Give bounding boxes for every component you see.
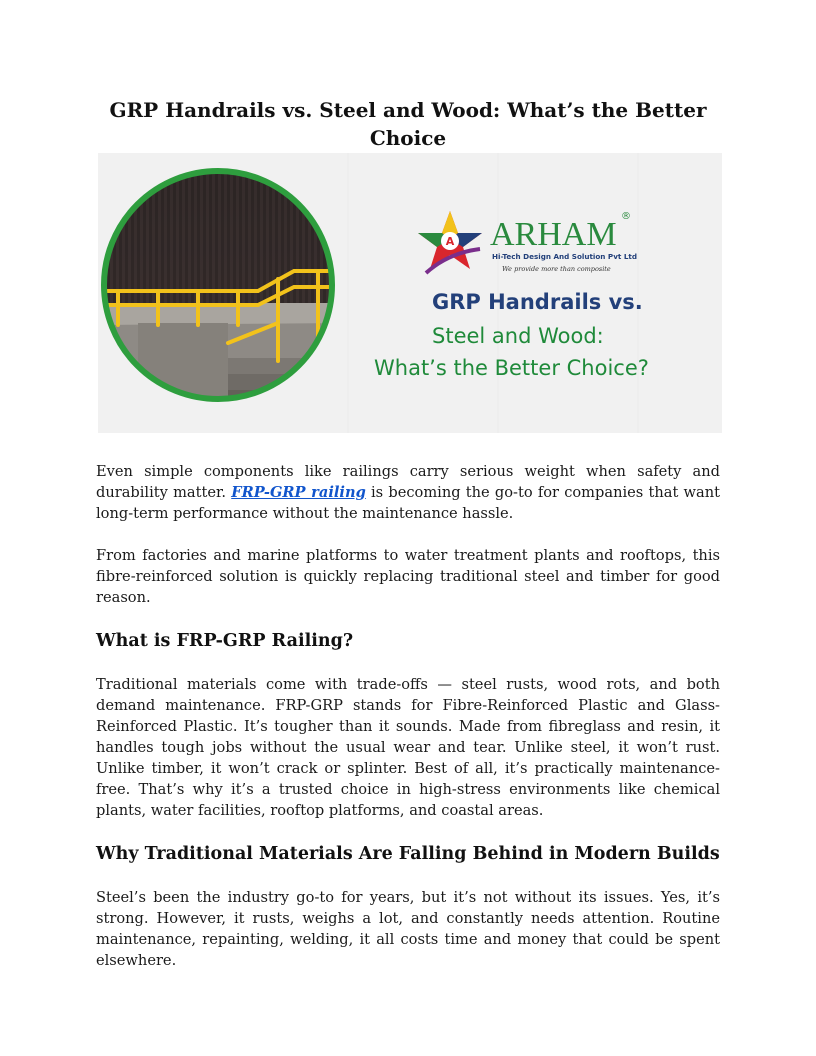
banner-headline-line1: GRP Handrails vs. [432, 290, 643, 314]
frp-grp-railing-link[interactable]: FRP-GRP railing [231, 484, 366, 501]
banner-headline-line3: What’s the Better Choice? [374, 356, 649, 380]
brand-name: ARHAM [490, 216, 617, 253]
brand-tagline: We provide more than composite [502, 265, 611, 273]
why-traditional-paragraph: Steel’s been the industry go-to for years, but it’s not without its issues. Yes, it’s strong. However, it rusts, weighs a lot, and constantly needs attention. Routine maintenance, repainting, welding, it all costs time and money that could be spent elsewhere. [96, 889, 720, 969]
banner-graphic [98, 153, 722, 433]
intro-paragraph [96, 461, 720, 524]
brand-subtitle: Hi-Tech Design And Solution Pvt Ltd [492, 252, 637, 261]
document-title: GRP Handrails vs. Steel and Wood: What’s the Better Choice [109, 98, 707, 150]
star-letter: A [445, 235, 455, 248]
intro-text-end: is becoming the go-to for companies that want long-term performance without the maintenance hassle. [96, 484, 720, 522]
registered-mark: ® [621, 211, 631, 222]
banner-headline-line2: Steel and Wood: [432, 324, 604, 348]
what-is-paragraph: Traditional materials come with trade-offs — steel rusts, wood rots, and both demand maintenance. FRP-GRP stands for Fibre-Reinforced Plastic and Glass-Reinforced Plastic. It’s tougher than it sounds. Made from fibreglass and resin, it handles tough jobs without the usual wear and tear. Unlike steel, it won’t rust. Unlike timber, it won’t crack or splinter. Best of all, it’s practically maintenance-free. That’s why it’s a trusted choice in high-stress environments like chemical plants, water facilities, rooftop platforms, and coastal areas. [96, 676, 720, 819]
section-heading-why-traditional: Why Traditional Materials Are Falling Behind in Modern Builds [96, 844, 720, 864]
section-heading-what-is: What is FRP-GRP Railing? [96, 631, 354, 651]
banner-image [98, 153, 722, 433]
second-paragraph: From factories and marine platforms to water treatment plants and rooftops, this fibre-reinforced solution is quickly replacing traditional steel and timber for good reason. [96, 547, 720, 606]
intro-text-start: Even simple components like railings carry serious weight when safety and durability matter. [96, 463, 720, 501]
